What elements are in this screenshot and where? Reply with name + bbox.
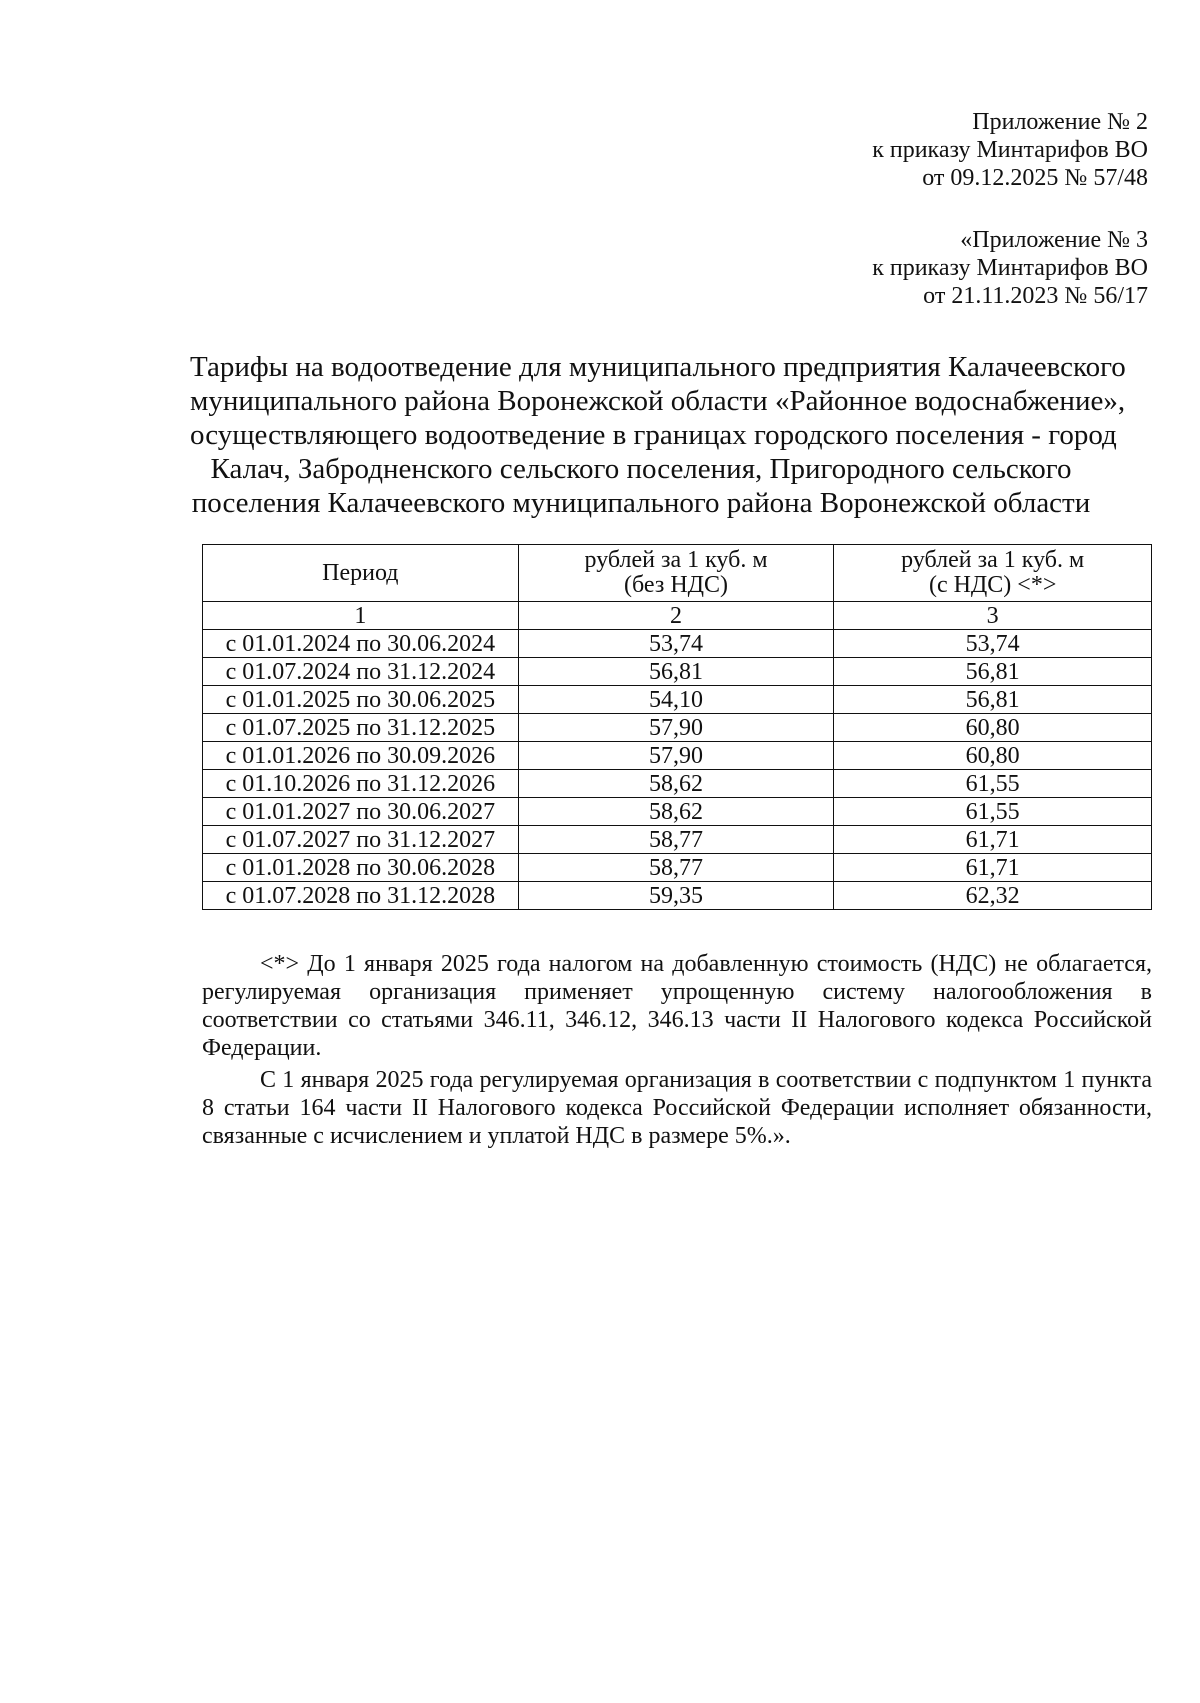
cell-period: с 01.01.2025 по 30.06.2025 (203, 686, 519, 714)
cell-price-without-vat: 58,62 (518, 770, 834, 798)
cell-price-with-vat: 62,32 (834, 882, 1152, 910)
cell-price-with-vat: 61,55 (834, 798, 1152, 826)
cell-period: с 01.01.2027 по 30.06.2027 (203, 798, 519, 826)
appendix-order-ref: к приказу Минтарифов ВО (872, 255, 1148, 281)
cell-period: с 01.01.2028 по 30.06.2028 (203, 854, 519, 882)
appendix-previous-header (872, 226, 1148, 310)
cell-price-with-vat: 56,81 (834, 658, 1152, 686)
header-price-without-vat: рублей за 1 куб. м (без НДС) (518, 545, 834, 602)
vat-note: С 1 января 2025 года регулируемая организация в соответствии с подпунктом 1 пункта 8 статьи 164 части II Налогового кодекса Российской Федерации исполняет обязанности, связанные с исчислением и уплатой НДС в размере 5%.». (202, 1067, 1152, 1149)
cell-price-with-vat: 61,55 (834, 770, 1152, 798)
cell-price-with-vat: 61,71 (834, 826, 1152, 854)
appendix-order-date: от 21.11.2023 № 56/17 (923, 283, 1148, 309)
cell-price-without-vat: 57,90 (518, 714, 834, 742)
tariff-table (202, 544, 1152, 910)
table-column-numbers-row (203, 602, 1152, 630)
cell-price-with-vat: 53,74 (834, 630, 1152, 658)
header-price-with-vat: рублей за 1 куб. м (с НДС) <*> (834, 545, 1152, 602)
cell-price-without-vat: 58,77 (518, 826, 834, 854)
vat-footnote: <*> До 1 января 2025 года налогом на добавленную стоимость (НДС) не облагается, регулируемая организация применяет упрощенную систему налогообложения в соответствии со статьями 346.11, 346.12, 346.13 части II Налогового кодекса Российской Федерации. (202, 951, 1152, 1061)
document-title (190, 350, 1126, 520)
table-header-row (203, 545, 1152, 602)
table-row (203, 826, 1152, 854)
cell-period: с 01.01.2026 по 30.09.2026 (203, 742, 519, 770)
cell-period: с 01.01.2024 по 30.06.2024 (203, 630, 519, 658)
column-number: 3 (834, 602, 1152, 630)
appendix-number: «Приложение № 3 (960, 227, 1148, 253)
notes-section (202, 950, 1152, 1154)
table-row (203, 658, 1152, 686)
cell-price-with-vat: 60,80 (834, 742, 1152, 770)
table-row (203, 742, 1152, 770)
cell-price-with-vat: 60,80 (834, 714, 1152, 742)
table-row (203, 882, 1152, 910)
cell-period: с 01.07.2024 по 31.12.2024 (203, 658, 519, 686)
cell-price-with-vat: 56,81 (834, 686, 1152, 714)
cell-price-without-vat: 54,10 (518, 686, 834, 714)
title-line: Калач, Забродненского сельского поселения, Пригородного сельского (210, 453, 1072, 485)
appendix-order-ref: к приказу Минтарифов ВО (872, 137, 1148, 163)
table-row (203, 714, 1152, 742)
cell-price-without-vat: 53,74 (518, 630, 834, 658)
table-body (203, 630, 1152, 910)
cell-price-without-vat: 56,81 (518, 658, 834, 686)
table-row (203, 798, 1152, 826)
title-line: Тарифы на водоотведение для муниципального предприятия Калачеевского (190, 351, 1126, 383)
appendix-number: Приложение № 2 (972, 109, 1148, 135)
table-row (203, 686, 1152, 714)
title-line: осуществляющего водоотведение в границах городского поселения - город (190, 419, 1117, 451)
title-line: муниципального района Воронежской области «Районное водоснабжение», (190, 385, 1126, 417)
cell-price-without-vat: 58,62 (518, 798, 834, 826)
header-period: Период (203, 545, 519, 602)
column-number: 2 (518, 602, 834, 630)
cell-period: с 01.07.2027 по 31.12.2027 (203, 826, 519, 854)
cell-period: с 01.07.2025 по 31.12.2025 (203, 714, 519, 742)
cell-price-without-vat: 59,35 (518, 882, 834, 910)
cell-period: с 01.07.2028 по 31.12.2028 (203, 882, 519, 910)
title-line: поселения Калачеевского муниципального района Воронежской области (191, 487, 1091, 519)
cell-price-with-vat: 61,71 (834, 854, 1152, 882)
table-row (203, 630, 1152, 658)
table-row (203, 770, 1152, 798)
column-number: 1 (203, 602, 519, 630)
cell-period: с 01.10.2026 по 31.12.2026 (203, 770, 519, 798)
cell-price-without-vat: 57,90 (518, 742, 834, 770)
appendix-order-date: от 09.12.2025 № 57/48 (922, 165, 1148, 191)
table-row (203, 854, 1152, 882)
appendix-current-header (872, 108, 1148, 192)
cell-price-without-vat: 58,77 (518, 854, 834, 882)
